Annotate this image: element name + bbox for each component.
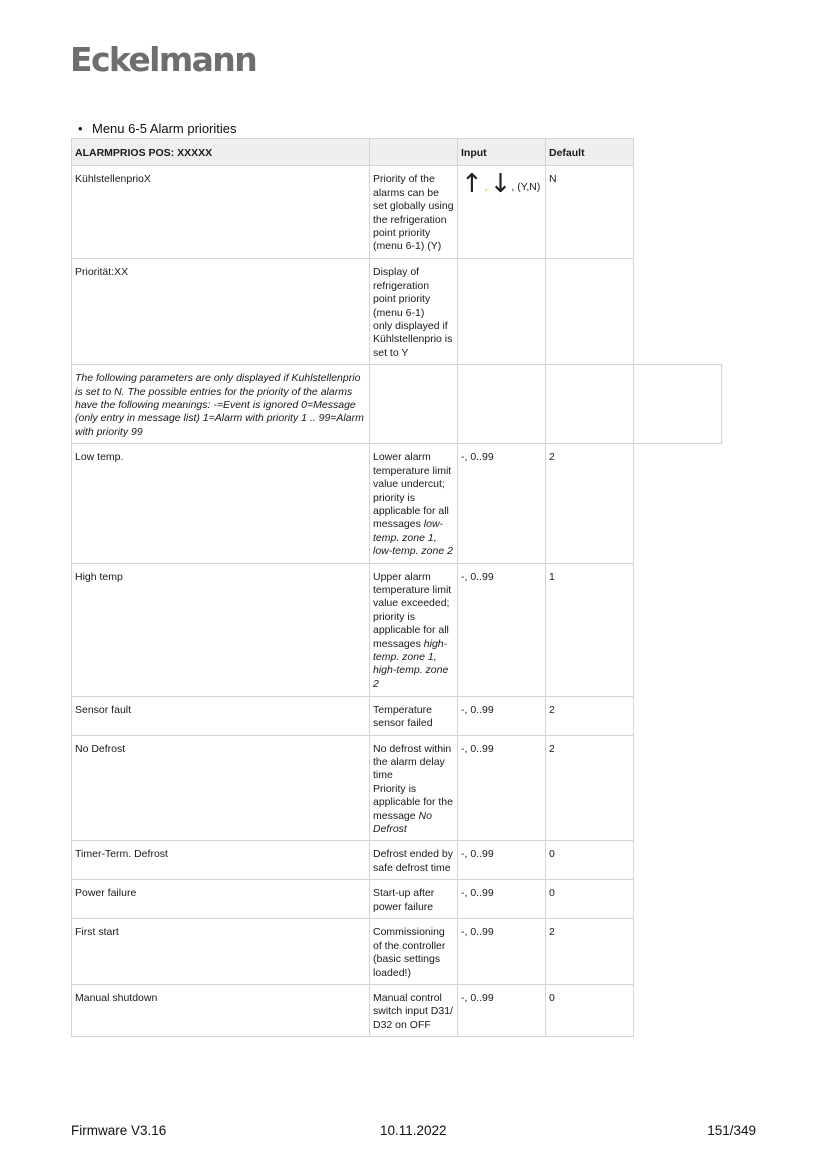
description-text: Upper alarm temperature limit value exceeded; priority is applicable for all messages [373, 570, 452, 650]
input-separator: , [484, 182, 488, 194]
header-input: Input [458, 139, 546, 166]
param-name: Sensor fault [72, 696, 370, 735]
param-input: -, 0..99 [458, 563, 546, 696]
param-name: No Defrost [72, 735, 370, 841]
bullet: • [78, 121, 83, 136]
description-italic: high-temp. zone 1, high-temp. zone 2 [373, 637, 449, 690]
description-line: No defrost within the alarm delay time [373, 742, 452, 782]
empty-cell [634, 563, 722, 696]
empty-cell [634, 696, 722, 735]
param-input: -, 0..99 [458, 841, 546, 880]
param-name: First start [72, 919, 370, 985]
param-default [546, 259, 634, 365]
empty-cell [370, 365, 458, 444]
param-input: -, 0..99 [458, 735, 546, 841]
header-title: ALARMPRIOS POS: XXXXX [72, 139, 370, 166]
param-description: Commissioning of the controller (basic settings loaded!) [370, 919, 458, 985]
param-input: -, 0..99 [458, 444, 546, 563]
param-name: KühlstellenprioX [72, 166, 370, 259]
param-default: 0 [546, 985, 634, 1037]
table-row [72, 735, 722, 841]
param-description [370, 259, 458, 365]
param-default: 0 [546, 880, 634, 919]
input-options: , (Y,N) [511, 181, 541, 194]
empty-cell [634, 985, 722, 1037]
param-default: 2 [546, 919, 634, 985]
param-default: N [546, 166, 634, 259]
arrow-up-icon: ↑ [461, 169, 483, 200]
empty-cell [546, 365, 634, 444]
arrow-down-icon: ↓ [489, 169, 512, 200]
param-input [458, 166, 546, 259]
param-name: Low temp. [72, 444, 370, 563]
description-text: Priority is applicable for the message [373, 782, 453, 822]
empty-cell [634, 444, 722, 563]
param-default: 2 [546, 735, 634, 841]
param-description: Priority of the alarms can be set globally using the refrigeration point priority (menu 6-1) (Y) [370, 166, 458, 259]
param-name: Power failure [72, 880, 370, 919]
empty-cell [634, 259, 722, 365]
empty-cell [458, 365, 546, 444]
description-line: Display of refrigeration point priority (menu 6-1) [373, 266, 431, 319]
param-input: -, 0..99 [458, 880, 546, 919]
empty-cell [634, 841, 722, 880]
empty-cell [634, 880, 722, 919]
header-description [370, 139, 458, 166]
param-name: Manual shutdown [72, 985, 370, 1037]
description-italic: low-temp. zone 1, low-temp. zone 2 [373, 518, 453, 558]
param-input: -, 0..99 [458, 919, 546, 985]
table-row [72, 985, 722, 1037]
description-italic: No Defrost [373, 809, 432, 835]
param-description: Temperature sensor failed [370, 696, 458, 735]
description-text: Lower alarm temperature limit value undercut; priority is applicable for all messages [373, 451, 452, 531]
intro-text: The following parameters are only displayed if Kuhlstellenprio is set to N. The possible entries for the priority of the alarms have the following meanings: -=Event is ignored 0=Message (only entry in message list) 1=Alarm with priority 1 .. 99=Alarm with priority 99 [72, 365, 370, 444]
table-row [72, 880, 722, 919]
param-name: High temp [72, 563, 370, 696]
section-heading [78, 121, 237, 136]
param-description [370, 444, 458, 563]
table-row [72, 696, 722, 735]
empty-cell [634, 365, 722, 444]
param-default: 0 [546, 841, 634, 880]
footer-date: 10.11.2022 [380, 1123, 447, 1138]
table-row [72, 563, 722, 696]
section-heading-text: Menu 6-5 Alarm priorities [92, 121, 237, 136]
footer-firmware: Firmware V3.16 [71, 1123, 167, 1138]
description-line: only displayed if Kühlstellenprio is set to Y [373, 320, 453, 359]
param-name: Priorität:XX [72, 259, 370, 365]
header-default: Default [546, 139, 634, 166]
footer-page-number: 151/349 [707, 1123, 756, 1138]
empty-cell [634, 735, 722, 841]
alarm-priorities-table [71, 138, 722, 1037]
param-name: Timer-Term. Defrost [72, 841, 370, 880]
table-header-row [72, 139, 722, 166]
empty-cell [634, 166, 722, 259]
param-input: -, 0..99 [458, 985, 546, 1037]
param-default: 2 [546, 696, 634, 735]
eckelmann-logo: Eckelmann [70, 40, 257, 79]
param-description: Defrost ended by safe defrost time [370, 841, 458, 880]
table-row [72, 919, 722, 985]
intro-row [72, 365, 722, 444]
param-description: Start-up after power failure [370, 880, 458, 919]
empty-cell [634, 919, 722, 985]
table-row [72, 259, 722, 365]
table-row [72, 444, 722, 563]
param-default: 2 [546, 444, 634, 563]
empty-cell [634, 139, 722, 166]
param-description [370, 735, 458, 841]
param-description: Manual control switch input D31/ D32 on OFF [370, 985, 458, 1037]
table-row [72, 841, 722, 880]
param-default: 1 [546, 563, 634, 696]
param-input [458, 259, 546, 365]
param-input: -, 0..99 [458, 696, 546, 735]
param-description [370, 563, 458, 696]
table-row [72, 166, 722, 259]
